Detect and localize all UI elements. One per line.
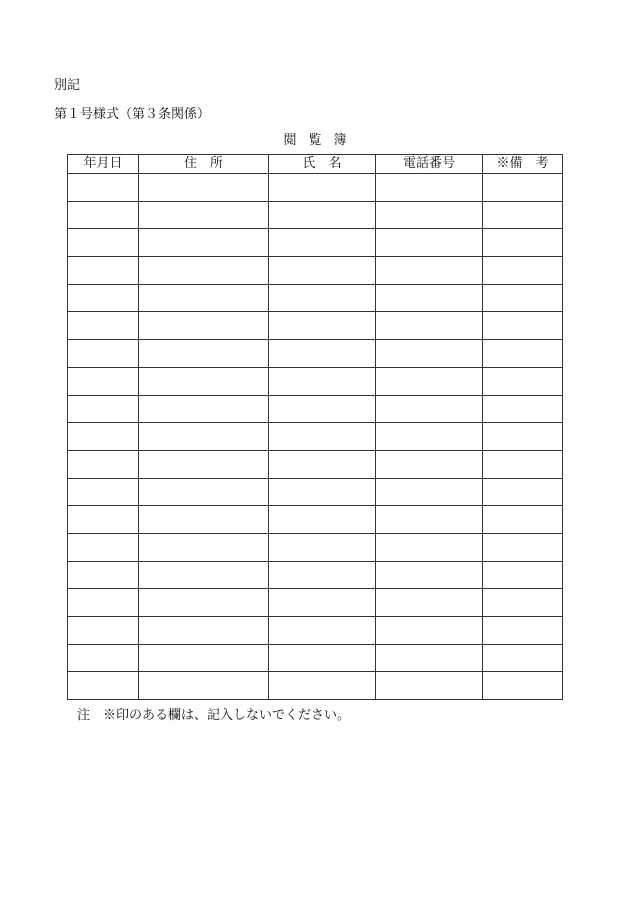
cell-address <box>139 478 269 506</box>
cell-name <box>269 340 376 368</box>
column-header-name: 氏 名 <box>269 155 376 174</box>
cell-remarks <box>483 229 563 257</box>
cell-phone <box>376 229 483 257</box>
cell-name <box>269 201 376 229</box>
cell-phone <box>376 450 483 478</box>
cell-phone <box>376 257 483 285</box>
table-row <box>68 478 563 506</box>
cell-name <box>269 312 376 340</box>
table-row <box>68 533 563 561</box>
cell-address <box>139 284 269 312</box>
cell-date <box>68 367 139 395</box>
cell-date <box>68 644 139 672</box>
cell-remarks <box>483 644 563 672</box>
cell-phone <box>376 533 483 561</box>
cell-remarks <box>483 672 563 700</box>
table-row <box>68 506 563 534</box>
table-row <box>68 201 563 229</box>
table-row <box>68 174 563 202</box>
cell-remarks <box>483 257 563 285</box>
table-row <box>68 340 563 368</box>
cell-address <box>139 395 269 423</box>
cell-phone <box>376 589 483 617</box>
cell-name <box>269 533 376 561</box>
cell-date <box>68 201 139 229</box>
cell-name <box>269 450 376 478</box>
column-header-date: 年月日 <box>68 155 139 174</box>
form-number: 第１号様式（第３条関係） <box>54 107 211 122</box>
cell-address <box>139 257 269 285</box>
table-row <box>68 284 563 312</box>
register-table <box>67 154 563 700</box>
cell-remarks <box>483 395 563 423</box>
cell-address <box>139 450 269 478</box>
cell-remarks <box>483 174 563 202</box>
table-row <box>68 450 563 478</box>
cell-phone <box>376 617 483 645</box>
column-header-remarks: ※備 考 <box>483 155 563 174</box>
table-row <box>68 617 563 645</box>
cell-date <box>68 450 139 478</box>
table-row <box>68 367 563 395</box>
cell-address <box>139 174 269 202</box>
cell-address <box>139 617 269 645</box>
cell-name <box>269 229 376 257</box>
cell-name <box>269 423 376 451</box>
table-row <box>68 589 563 617</box>
cell-name <box>269 478 376 506</box>
cell-remarks <box>483 450 563 478</box>
cell-name <box>269 672 376 700</box>
cell-date <box>68 589 139 617</box>
cell-name <box>269 644 376 672</box>
cell-date <box>68 312 139 340</box>
table-row <box>68 312 563 340</box>
table-row <box>68 672 563 700</box>
cell-address <box>139 229 269 257</box>
cell-date <box>68 617 139 645</box>
column-header-phone: 電話番号 <box>376 155 483 174</box>
cell-phone <box>376 478 483 506</box>
cell-remarks <box>483 367 563 395</box>
cell-phone <box>376 561 483 589</box>
cell-name <box>269 367 376 395</box>
table-header-row <box>68 155 563 174</box>
cell-phone <box>376 312 483 340</box>
cell-name <box>269 561 376 589</box>
cell-remarks <box>483 506 563 534</box>
cell-remarks <box>483 312 563 340</box>
cell-address <box>139 367 269 395</box>
table-body <box>68 174 563 700</box>
cell-phone <box>376 284 483 312</box>
cell-address <box>139 561 269 589</box>
cell-address <box>139 423 269 451</box>
cell-date <box>68 561 139 589</box>
cell-date <box>68 284 139 312</box>
cell-remarks <box>483 284 563 312</box>
cell-remarks <box>483 617 563 645</box>
cell-phone <box>376 395 483 423</box>
cell-address <box>139 340 269 368</box>
cell-date <box>68 506 139 534</box>
cell-remarks <box>483 561 563 589</box>
cell-name <box>269 589 376 617</box>
table-row <box>68 257 563 285</box>
cell-remarks <box>483 340 563 368</box>
table-row <box>68 229 563 257</box>
cell-date <box>68 395 139 423</box>
cell-address <box>139 201 269 229</box>
cell-remarks <box>483 478 563 506</box>
cell-phone <box>376 174 483 202</box>
cell-phone <box>376 506 483 534</box>
table-row <box>68 644 563 672</box>
cell-phone <box>376 201 483 229</box>
column-header-address: 住 所 <box>139 155 269 174</box>
cell-date <box>68 257 139 285</box>
cell-address <box>139 506 269 534</box>
cell-date <box>68 672 139 700</box>
table-row <box>68 561 563 589</box>
cell-name <box>269 284 376 312</box>
cell-phone <box>376 672 483 700</box>
footnote: 注 ※印のある欄は、記入しないでください。 <box>77 708 351 723</box>
cell-remarks <box>483 589 563 617</box>
cell-date <box>68 229 139 257</box>
cell-remarks <box>483 423 563 451</box>
cell-phone <box>376 340 483 368</box>
cell-date <box>68 340 139 368</box>
cell-name <box>269 617 376 645</box>
appendix-label: 別記 <box>54 78 81 93</box>
cell-date <box>68 478 139 506</box>
cell-name <box>269 257 376 285</box>
cell-address <box>139 533 269 561</box>
cell-remarks <box>483 533 563 561</box>
cell-name <box>269 395 376 423</box>
cell-name <box>269 174 376 202</box>
cell-address <box>139 672 269 700</box>
cell-phone <box>376 644 483 672</box>
cell-name <box>269 506 376 534</box>
cell-date <box>68 174 139 202</box>
cell-phone <box>376 367 483 395</box>
cell-date <box>68 533 139 561</box>
cell-address <box>139 644 269 672</box>
table-row <box>68 423 563 451</box>
cell-address <box>139 312 269 340</box>
table-row <box>68 395 563 423</box>
cell-phone <box>376 423 483 451</box>
cell-date <box>68 423 139 451</box>
cell-remarks <box>483 201 563 229</box>
cell-address <box>139 589 269 617</box>
register-title: 閲覧簿 <box>283 133 359 148</box>
